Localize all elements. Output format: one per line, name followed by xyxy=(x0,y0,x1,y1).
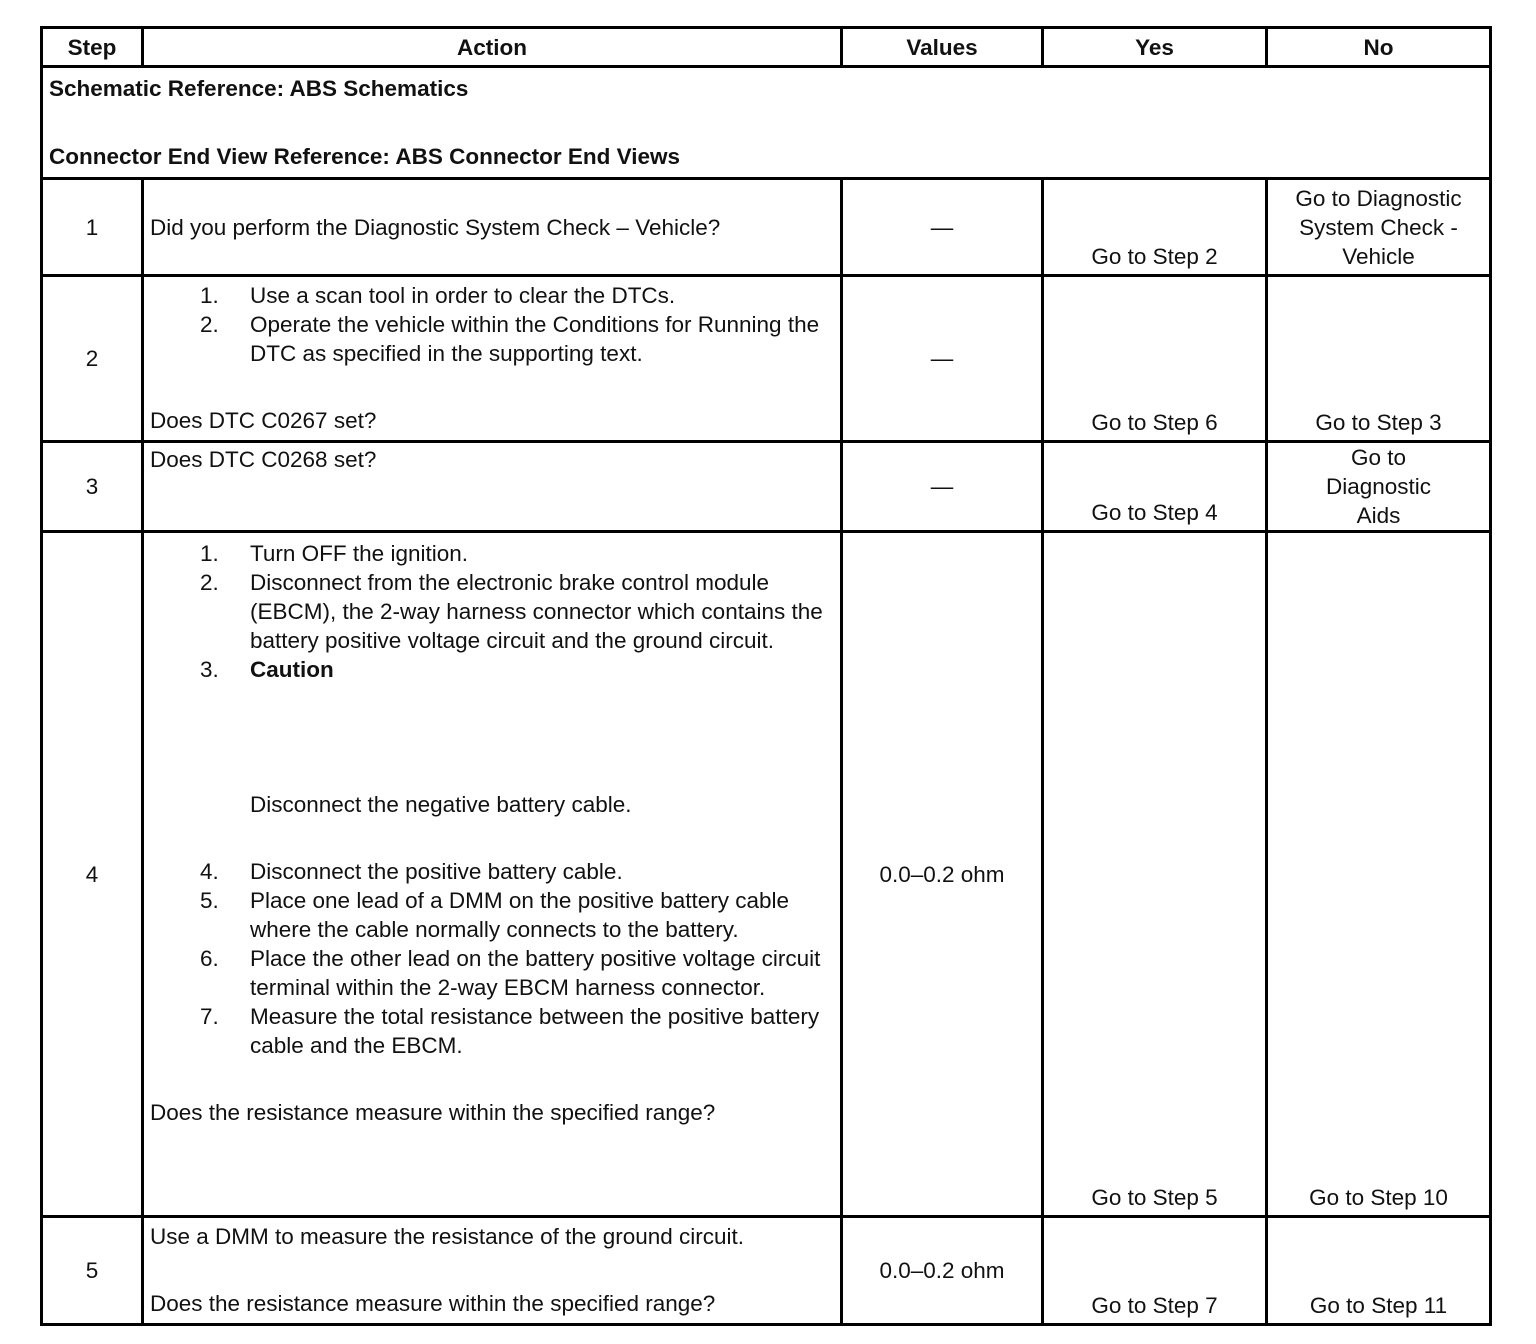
action-steps xyxy=(150,539,834,684)
yes-cell: Go to Step 2 xyxy=(1043,179,1267,276)
action-steps xyxy=(150,857,834,1060)
yes-cell: Go to Step 5 xyxy=(1043,532,1267,1217)
caution-title: Caution xyxy=(250,657,334,682)
yes-cell: Go to Step 4 xyxy=(1043,442,1267,532)
step-number: 2 xyxy=(42,276,143,442)
list-item: Disconnect the positive battery cable. xyxy=(250,859,623,884)
yes-cell: Go to Step 7 xyxy=(1043,1217,1267,1325)
header-action: Action xyxy=(143,28,842,67)
step-number: 4 xyxy=(42,532,143,1217)
table-row xyxy=(42,442,1491,532)
action-steps xyxy=(150,281,834,368)
list-item: Disconnect from the electronic brake control module (EBCM), the 2-way harness connector which contains the battery positive voltage circuit and the ground circuit. xyxy=(250,570,823,653)
header-step: Step xyxy=(42,28,143,67)
values-cell: — xyxy=(842,442,1043,532)
values-cell: — xyxy=(842,276,1043,442)
no-cell: Go to Diagnostic Aids xyxy=(1267,442,1491,532)
action-question: Does DTC C0267 set? xyxy=(150,408,377,433)
table-row xyxy=(42,276,1491,442)
action-cell: Does DTC C0268 set? xyxy=(143,442,842,532)
list-item: Place one lead of a DMM on the positive battery cable where the cable normally connects to the battery. xyxy=(250,888,790,942)
table-row xyxy=(42,532,1491,1217)
list-item xyxy=(250,655,834,684)
header-no: No xyxy=(1267,28,1491,67)
no-cell: Go to Step 10 xyxy=(1267,532,1491,1217)
diagnostic-table xyxy=(40,26,1492,1326)
step-number: 3 xyxy=(42,442,143,532)
step-number: 1 xyxy=(42,179,143,276)
list-item: Place the other lead on the battery positive voltage circuit terminal within the 2-way EBCM harness connector. xyxy=(250,946,821,1000)
connector-reference: Connector End View Reference: ABS Connector End Views xyxy=(49,144,680,169)
list-item: Use a scan tool in order to clear the DTCs. xyxy=(250,283,676,308)
values-cell: — xyxy=(842,179,1043,276)
reference-row xyxy=(42,67,1491,179)
table-row xyxy=(42,1217,1491,1325)
action-cell xyxy=(143,532,842,1217)
action-text: Use a DMM to measure the resistance of the ground circuit. xyxy=(150,1224,745,1249)
header-row xyxy=(42,28,1491,67)
caution-text: Disconnect the negative battery cable. xyxy=(250,792,632,817)
header-yes: Yes xyxy=(1043,28,1267,67)
action-cell xyxy=(143,276,842,442)
list-item: Turn OFF the ignition. xyxy=(250,541,469,566)
no-cell: Go to Step 11 xyxy=(1267,1217,1491,1325)
no-cell: Go to Step 3 xyxy=(1267,276,1491,442)
action-cell xyxy=(143,1217,842,1325)
action-cell: Did you perform the Diagnostic System Check – Vehicle? xyxy=(143,179,842,276)
list-item: Measure the total resistance between the positive battery cable and the EBCM. xyxy=(250,1004,820,1058)
action-question: Does the resistance measure within the specified range? xyxy=(150,1100,716,1125)
table-row xyxy=(42,179,1491,276)
yes-cell: Go to Step 6 xyxy=(1043,276,1267,442)
list-item: Operate the vehicle within the Conditions for Running the DTC as specified in the supporting text. xyxy=(250,312,820,366)
step-number: 5 xyxy=(42,1217,143,1325)
schematic-reference: Schematic Reference: ABS Schematics xyxy=(49,76,469,101)
header-values: Values xyxy=(842,28,1043,67)
action-question: Does the resistance measure within the specified range? xyxy=(150,1291,716,1316)
no-cell: Go to Diagnostic System Check - Vehicle xyxy=(1267,179,1491,276)
values-cell: 0.0–0.2 ohm xyxy=(842,532,1043,1217)
values-cell: 0.0–0.2 ohm xyxy=(842,1217,1043,1325)
